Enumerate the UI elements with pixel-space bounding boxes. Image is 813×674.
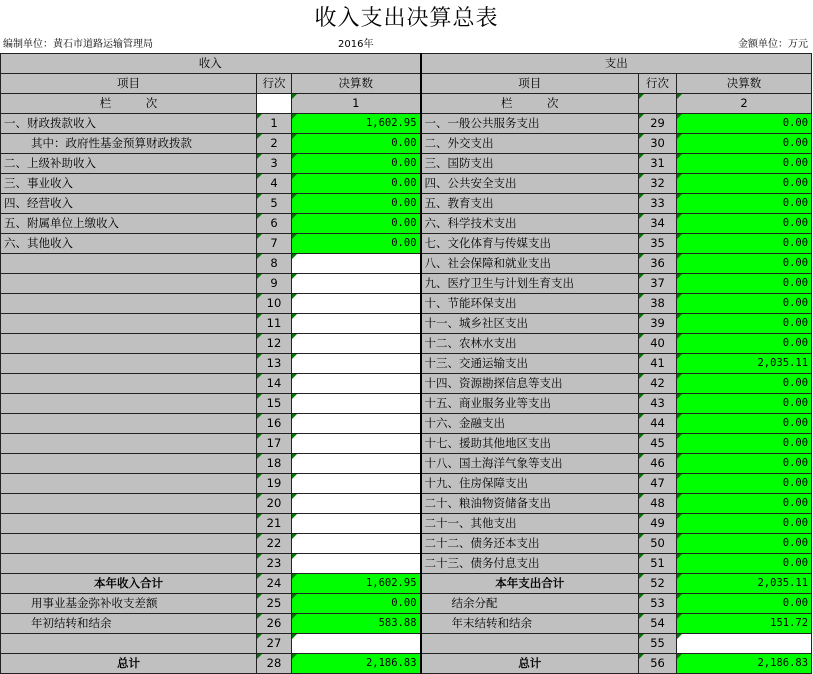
expense-amount: 2,035.11 — [677, 574, 812, 594]
col-item-header-left: 项目 — [1, 74, 257, 94]
expense-amount: 0.00 — [677, 454, 812, 474]
expense-line-no: 35 — [639, 234, 677, 254]
expense-line-no: 55 — [639, 634, 677, 654]
income-item — [1, 374, 257, 394]
expense-line-no: 34 — [639, 214, 677, 234]
col-line-header-left: 行次 — [257, 74, 292, 94]
income-line-no: 8 — [257, 254, 292, 274]
expense-line-no: 40 — [639, 334, 677, 354]
income-line-no: 13 — [257, 354, 292, 374]
expense-line-no: 44 — [639, 414, 677, 434]
amount-unit: 金额单位：万元 — [738, 39, 808, 50]
expense-item: 一、一般公共服务支出 — [421, 114, 639, 134]
income-item — [1, 394, 257, 414]
expense-amount: 0.00 — [677, 534, 812, 554]
expense-line-no: 31 — [639, 154, 677, 174]
income-amount: 583.88 — [292, 614, 421, 634]
expense-amount: 0.00 — [677, 514, 812, 534]
income-item: 一、财政拨款收入 — [1, 114, 257, 134]
income-amount — [292, 294, 421, 314]
income-amount — [292, 514, 421, 534]
income-amount — [292, 494, 421, 514]
income-amount — [292, 534, 421, 554]
income-line-no: 23 — [257, 554, 292, 574]
col-amount-header-left: 决算数 — [292, 74, 421, 94]
expense-amount: 0.00 — [677, 134, 812, 154]
income-item — [1, 334, 257, 354]
expense-line-no: 36 — [639, 254, 677, 274]
expense-amount: 0.00 — [677, 594, 812, 614]
income-item — [1, 414, 257, 434]
income-item — [1, 294, 257, 314]
expense-item: 十八、国土海洋气象等支出 — [421, 454, 639, 474]
table-row — [1, 274, 812, 294]
expense-line-no: 33 — [639, 194, 677, 214]
expense-amount: 0.00 — [677, 174, 812, 194]
income-item: 五、附属单位上缴收入 — [1, 214, 257, 234]
income-item — [1, 314, 257, 334]
expense-line-no: 37 — [639, 274, 677, 294]
income-amount: 1,602.95 — [292, 114, 421, 134]
expense-item: 十四、资源勘探信息等支出 — [421, 374, 639, 394]
expense-line-no: 50 — [639, 534, 677, 554]
income-amount: 0.00 — [292, 594, 421, 614]
income-line-no: 7 — [257, 234, 292, 254]
expense-amount: 2,186.83 — [677, 654, 812, 674]
expense-item: 二十二、债务还本支出 — [421, 534, 639, 554]
income-item — [1, 514, 257, 534]
table-row — [1, 154, 812, 174]
expense-item: 十一、城乡社区支出 — [421, 314, 639, 334]
table-row — [1, 634, 812, 654]
lanci-label-left: 栏 次 — [1, 94, 257, 114]
table-row — [1, 654, 812, 674]
col-amount-header-right: 决算数 — [677, 74, 812, 94]
income-amount — [292, 634, 421, 654]
income-line-no: 3 — [257, 154, 292, 174]
income-line-no: 19 — [257, 474, 292, 494]
income-line-no: 28 — [257, 654, 292, 674]
expense-amount: 0.00 — [677, 474, 812, 494]
expense-amount: 0.00 — [677, 554, 812, 574]
income-line-no: 15 — [257, 394, 292, 414]
expense-line-no: 46 — [639, 454, 677, 474]
expense-amount: 151.72 — [677, 614, 812, 634]
expense-line-no: 51 — [639, 554, 677, 574]
expense-amount: 0.00 — [677, 294, 812, 314]
table-body — [1, 114, 812, 674]
income-item — [1, 354, 257, 374]
income-amount — [292, 374, 421, 394]
income-amount: 0.00 — [292, 174, 421, 194]
table-row — [1, 534, 812, 554]
income-item: 年初结转和结余 — [1, 614, 257, 634]
income-line-no: 21 — [257, 514, 292, 534]
col-number-1: 1 — [292, 94, 421, 114]
expense-line-no: 52 — [639, 574, 677, 594]
expense-line-no: 38 — [639, 294, 677, 314]
income-line-no: 22 — [257, 534, 292, 554]
income-line-no: 10 — [257, 294, 292, 314]
expense-line-no: 47 — [639, 474, 677, 494]
income-amount — [292, 474, 421, 494]
table-row — [1, 374, 812, 394]
income-item — [1, 274, 257, 294]
income-line-no: 14 — [257, 374, 292, 394]
income-item — [1, 454, 257, 474]
expense-amount: 0.00 — [677, 274, 812, 294]
expense-item: 十九、住房保障支出 — [421, 474, 639, 494]
expense-item: 五、教育支出 — [421, 194, 639, 214]
income-amount — [292, 394, 421, 414]
expense-item: 二、外交支出 — [421, 134, 639, 154]
expense-line-no: 30 — [639, 134, 677, 154]
income-item — [1, 554, 257, 574]
expense-amount — [677, 634, 812, 654]
expense-amount: 0.00 — [677, 114, 812, 134]
income-line-no: 4 — [257, 174, 292, 194]
table-row — [1, 494, 812, 514]
expense-amount: 0.00 — [677, 194, 812, 214]
table-row — [1, 614, 812, 634]
income-item: 总计 — [1, 654, 257, 674]
table-row — [1, 574, 812, 594]
income-line-no: 12 — [257, 334, 292, 354]
income-amount: 1,602.95 — [292, 574, 421, 594]
col-line-header-right: 行次 — [639, 74, 677, 94]
income-line-no: 27 — [257, 634, 292, 654]
income-item — [1, 634, 257, 654]
expense-amount: 0.00 — [677, 414, 812, 434]
income-section-header: 收入 — [1, 54, 421, 74]
income-line-no: 26 — [257, 614, 292, 634]
table-row — [1, 174, 812, 194]
expense-line-no: 29 — [639, 114, 677, 134]
expense-line-no: 43 — [639, 394, 677, 414]
expense-item: 十二、农林水支出 — [421, 334, 639, 354]
income-item: 本年收入合计 — [1, 574, 257, 594]
income-amount — [292, 354, 421, 374]
income-amount: 0.00 — [292, 134, 421, 154]
expense-item: 八、社会保障和就业支出 — [421, 254, 639, 274]
table-row — [1, 194, 812, 214]
income-amount: 0.00 — [292, 214, 421, 234]
expense-amount: 0.00 — [677, 254, 812, 274]
income-amount — [292, 334, 421, 354]
income-item: 六、其他收入 — [1, 234, 257, 254]
col-number-2: 2 — [677, 94, 812, 114]
table-row — [1, 294, 812, 314]
income-line-no: 11 — [257, 314, 292, 334]
expense-amount: 0.00 — [677, 234, 812, 254]
income-item: 三、事业收入 — [1, 174, 257, 194]
income-line-no: 25 — [257, 594, 292, 614]
income-amount — [292, 314, 421, 334]
expense-amount: 0.00 — [677, 494, 812, 514]
income-amount — [292, 554, 421, 574]
income-line-no: 6 — [257, 214, 292, 234]
income-item: 其中：政府性基金预算财政拨款 — [1, 134, 257, 154]
expense-amount: 0.00 — [677, 434, 812, 454]
lanci-empty-left — [257, 94, 292, 114]
page-title: 收入支出决算总表 — [314, 6, 499, 31]
table-row — [1, 134, 812, 154]
table-row — [1, 254, 812, 274]
income-item: 用事业基金弥补收支差额 — [1, 594, 257, 614]
expense-line-no: 32 — [639, 174, 677, 194]
expense-item: 二十三、债务付息支出 — [421, 554, 639, 574]
expense-item: 三、国防支出 — [421, 154, 639, 174]
expense-item: 年末结转和结余 — [421, 614, 639, 634]
table-row — [1, 474, 812, 494]
expense-line-no: 45 — [639, 434, 677, 454]
expense-amount: 0.00 — [677, 154, 812, 174]
expense-item: 本年支出合计 — [421, 574, 639, 594]
expense-item: 总计 — [421, 654, 639, 674]
expense-amount: 0.00 — [677, 394, 812, 414]
expense-amount: 0.00 — [677, 334, 812, 354]
income-line-no: 9 — [257, 274, 292, 294]
expense-line-no: 39 — [639, 314, 677, 334]
income-amount — [292, 274, 421, 294]
expense-amount: 2,035.11 — [677, 354, 812, 374]
compiling-unit: 编制单位：黄石市道路运输管理局 — [3, 39, 153, 50]
table-row — [1, 394, 812, 414]
expense-line-no: 53 — [639, 594, 677, 614]
expense-amount: 0.00 — [677, 374, 812, 394]
income-item: 四、经营收入 — [1, 194, 257, 214]
report-year: 2016年 — [338, 39, 374, 50]
expense-item: 六、科学技术支出 — [421, 214, 639, 234]
expense-item: 九、医疗卫生与计划生育支出 — [421, 274, 639, 294]
expense-item: 七、文化体育与传媒支出 — [421, 234, 639, 254]
income-line-no: 5 — [257, 194, 292, 214]
income-amount — [292, 254, 421, 274]
table-row — [1, 594, 812, 614]
income-item: 二、上级补助收入 — [1, 154, 257, 174]
expense-section-header: 支出 — [421, 54, 812, 74]
table-row — [1, 554, 812, 574]
income-line-no: 17 — [257, 434, 292, 454]
table-row — [1, 514, 812, 534]
income-item — [1, 254, 257, 274]
expense-line-no: 49 — [639, 514, 677, 534]
lanci-empty-right — [639, 94, 677, 114]
expense-line-no: 42 — [639, 374, 677, 394]
income-item — [1, 494, 257, 514]
expense-line-no: 56 — [639, 654, 677, 674]
table-row — [1, 454, 812, 474]
expense-amount: 0.00 — [677, 214, 812, 234]
income-amount: 2,186.83 — [292, 654, 421, 674]
income-item — [1, 434, 257, 454]
income-line-no: 18 — [257, 454, 292, 474]
income-amount: 0.00 — [292, 194, 421, 214]
expense-item: 十五、商业服务业等支出 — [421, 394, 639, 414]
expense-item: 二十、粮油物资储备支出 — [421, 494, 639, 514]
expense-item: 结余分配 — [421, 594, 639, 614]
table-row — [1, 434, 812, 454]
table-row — [1, 414, 812, 434]
budget-table — [0, 53, 812, 674]
expense-line-no: 41 — [639, 354, 677, 374]
table-row — [1, 214, 812, 234]
income-amount — [292, 434, 421, 454]
table-row — [1, 314, 812, 334]
expense-item: 十三、交通运输支出 — [421, 354, 639, 374]
lanci-label-right: 栏 次 — [421, 94, 639, 114]
col-item-header-right: 项目 — [421, 74, 639, 94]
income-amount: 0.00 — [292, 234, 421, 254]
expense-item: 十七、援助其他地区支出 — [421, 434, 639, 454]
table-row — [1, 114, 812, 134]
income-line-no: 1 — [257, 114, 292, 134]
income-item — [1, 474, 257, 494]
expense-item: 四、公共安全支出 — [421, 174, 639, 194]
expense-item: 二十一、其他支出 — [421, 514, 639, 534]
income-amount — [292, 414, 421, 434]
income-item — [1, 534, 257, 554]
table-row — [1, 234, 812, 254]
expense-item — [421, 634, 639, 654]
income-line-no: 16 — [257, 414, 292, 434]
expense-line-no: 54 — [639, 614, 677, 634]
expense-item: 十、节能环保支出 — [421, 294, 639, 314]
table-row — [1, 354, 812, 374]
income-line-no: 2 — [257, 134, 292, 154]
income-line-no: 20 — [257, 494, 292, 514]
income-amount: 0.00 — [292, 154, 421, 174]
expense-line-no: 48 — [639, 494, 677, 514]
table-row — [1, 334, 812, 354]
income-amount — [292, 454, 421, 474]
expense-item: 十六、金融支出 — [421, 414, 639, 434]
expense-amount: 0.00 — [677, 314, 812, 334]
income-line-no: 24 — [257, 574, 292, 594]
